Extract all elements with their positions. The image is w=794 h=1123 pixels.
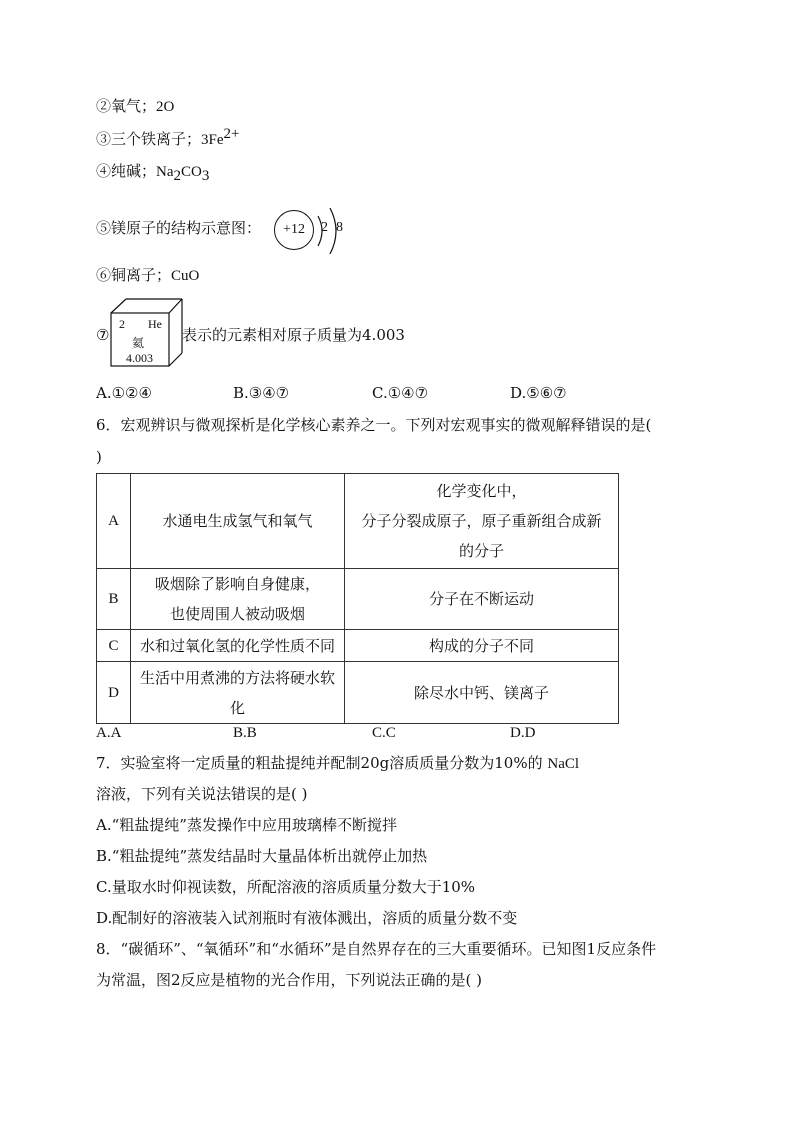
q5-option-d[interactable]: D.⑤⑥⑦ (510, 384, 567, 402)
shell-1-count: 2 (321, 220, 328, 235)
item-5-label: ⑤镁原子的结构示意图： (96, 219, 262, 237)
item-2-formula: 2O (156, 99, 175, 115)
atom-nucleus: +12 (274, 210, 314, 250)
row-letter: B (97, 569, 131, 630)
item-7-num: ⑦ (96, 326, 110, 344)
item-3-label: ③三个铁离子； (96, 130, 202, 148)
q6-options (96, 725, 616, 743)
row-explain (345, 474, 619, 569)
row-explain: 除尽水中钙、镁离子 (345, 662, 619, 724)
row-explain: 构成的分子不同 (345, 630, 619, 662)
q7-option-d[interactable]: D.配制好的溶液装入试剂瓶时有液体溅出，溶质的质量分数不变 (96, 909, 518, 927)
row-explain: 分子在不断运动 (345, 569, 619, 630)
table-row (97, 569, 619, 630)
q7-stem-text: 7．实验室将一定质量的粗盐提纯并配制20g溶质质量分数为10%的 (96, 754, 543, 772)
item-3-charge: 2+ (223, 126, 240, 142)
q7-stem-formula: NaCl (547, 756, 580, 772)
q5-options (96, 384, 716, 404)
q8-stem-line2: 为常温，图2反应是植物的光合作用，下列说法正确的是( ) (96, 971, 483, 989)
q5-option-c[interactable]: C.①④⑦ (372, 384, 429, 402)
item-4-f1: Na (156, 164, 174, 180)
item-4-label: ④纯碱； (96, 162, 157, 180)
q5-option-a[interactable]: A.①②④ (96, 384, 152, 402)
q6-stem-line1: 6．宏观辨识与微观探析是化学核心素养之一。下列对宏观事实的微观解释错误的是( (96, 416, 652, 434)
explain-line: 分子分裂成原子，原子重新组合成新 (361, 512, 602, 530)
q6-option-d[interactable]: D.D (510, 725, 536, 741)
item-5 (96, 218, 261, 238)
element-number: 2 (119, 317, 125, 331)
row-letter: D (97, 662, 131, 724)
fact-line: 吸烟除了影响自身健康， (154, 575, 320, 593)
fact-line: 生活中用煮沸的方法将硬水软 (139, 668, 335, 687)
mg-atom-diagram (272, 208, 362, 254)
q8-stem-line1: 8．“碳循环”、“氧循环”和“水循环”是自然界存在的三大重要循环。已知图1反应条件 (96, 940, 657, 958)
shell-2-count: 8 (336, 220, 343, 235)
q7-option-b[interactable]: B.“粗盐提纯”蒸发结晶时大量晶体析出就停止加热 (96, 847, 428, 865)
row-fact (131, 569, 345, 630)
explain-line: 化学变化中， (436, 482, 527, 500)
element-mass: 4.003 (126, 351, 153, 365)
row-fact: 水和过氧化氢的化学性质不同 (131, 630, 345, 662)
item-3-formula: 3Fe (201, 132, 224, 148)
q6-option-a[interactable]: A.A (96, 725, 122, 741)
item-4-f2: CO (181, 164, 202, 180)
row-letter: A (97, 474, 131, 569)
item-2-label: ②氧气； (96, 97, 157, 115)
row-fact (131, 662, 345, 724)
table-row (97, 662, 619, 724)
fact-line: 也使周围人被动吸烟 (169, 605, 305, 623)
item-6-label: ⑥铜离子； (96, 266, 172, 284)
row-fact: 水通电生成氢气和氧气 (131, 474, 345, 569)
element-card (110, 298, 184, 368)
q6-option-b[interactable]: B.B (233, 725, 257, 741)
q7-stem-line1 (96, 753, 579, 774)
table-row (97, 474, 619, 569)
element-symbol: He (148, 317, 162, 331)
item-4-s2: 3 (201, 168, 210, 184)
explain-line: 的分子 (458, 542, 504, 560)
q7-stem-line2: 溶液，下列有关说法错误的是( ) (96, 785, 308, 803)
q7-option-c[interactable]: C.量取水时仰视读数，所配溶液的溶质质量分数大于10% (96, 878, 476, 896)
item-6-formula: CuO (171, 268, 200, 284)
item-7-text: 表示的元素相对原子质量为4.003 (182, 326, 405, 344)
q6-option-c[interactable]: C.C (372, 725, 396, 741)
q6-table (96, 473, 619, 724)
electron-shells-icon (272, 208, 362, 254)
item-4 (96, 161, 209, 182)
item-4-s1: 2 (173, 168, 182, 184)
item-3 (96, 126, 240, 150)
element-name: 氦 (132, 336, 145, 350)
row-letter: C (97, 630, 131, 662)
table-row (97, 630, 619, 662)
q7-option-a[interactable]: A.“粗盐提纯”蒸发操作中应用玻璃棒不断搅拌 (96, 816, 397, 834)
item-6 (96, 265, 199, 286)
fact-line: 化 (229, 698, 245, 717)
q5-option-b[interactable]: B.③④⑦ (233, 384, 290, 402)
item-2 (96, 96, 174, 117)
q6-stem-line2: ) (96, 448, 102, 466)
